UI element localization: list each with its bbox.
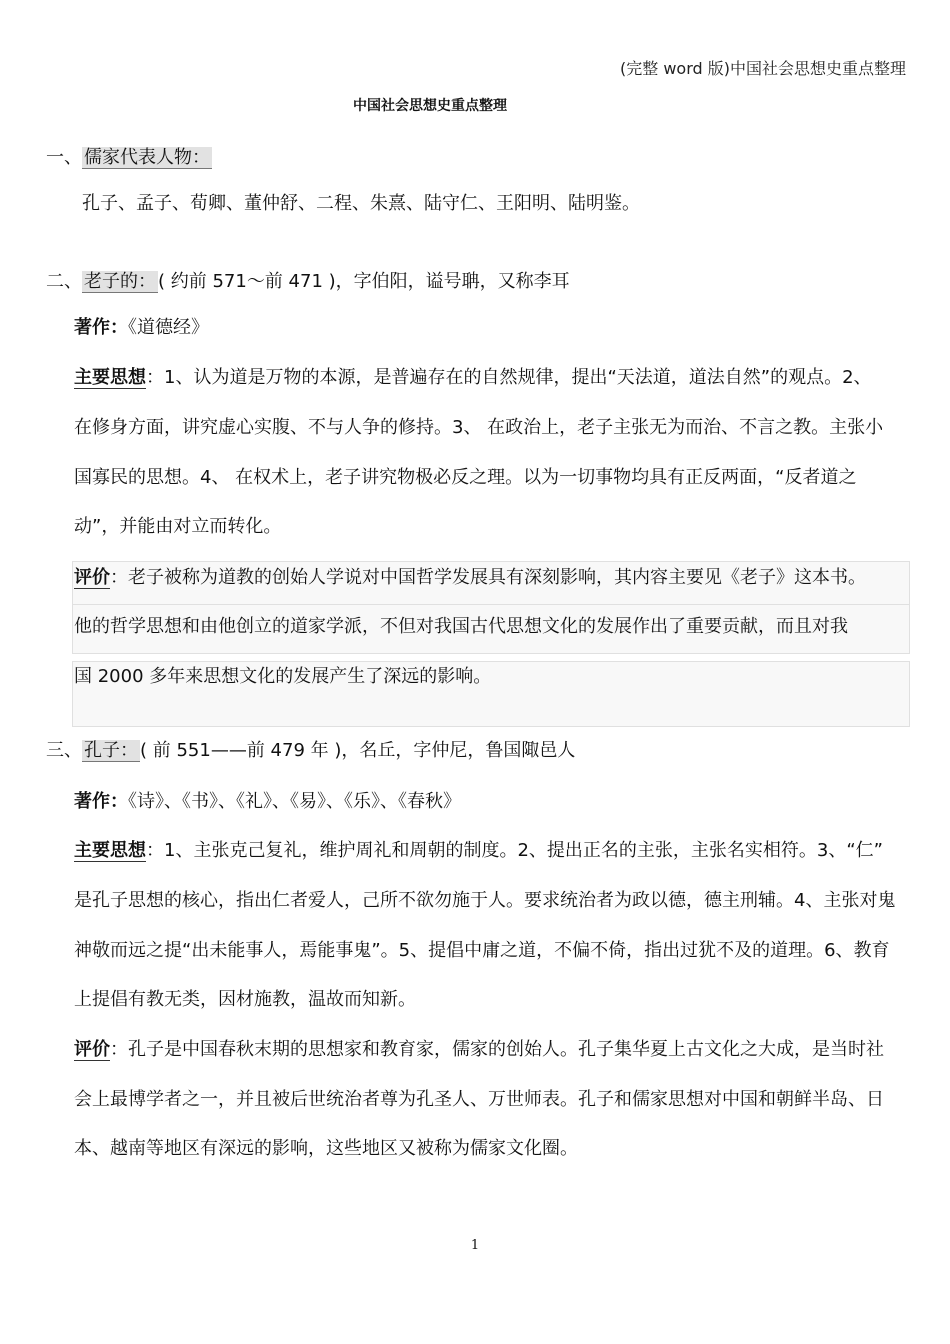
- section-1-number: 一、: [46, 147, 82, 168]
- section-2-eval-line-2: 他的哲学思想和由他创立的道家学派，不但对我国古代思想文化的发展作出了重要贡献，而且对我: [74, 616, 848, 637]
- section-1-heading: [46, 145, 212, 171]
- eval-text: ：老子被称为道教的创始人学说对中国哲学发展具有深刻影响，其内容主要见《老子》这本书。: [110, 567, 866, 588]
- section-3-thought-line-4: 上提倡有教无类，因材施教，温故而知新。: [74, 989, 416, 1010]
- section-2-thought-line-3: 国寡民的思想。4、 在权术上，老子讲究物极必反之理。以为一切事物均具有正反两面，“反者道之: [74, 467, 857, 488]
- section-2-eval-line-3: 国 2000 多年来思想文化的发展产生了深远的影响。: [74, 666, 492, 687]
- section-3-number: 三、: [46, 740, 82, 761]
- section-3-eval-line-1: [74, 1037, 884, 1063]
- running-header: (完整 word 版)中国社会思想史重点整理: [620, 59, 906, 78]
- section-3-title: 孔子：: [84, 740, 138, 761]
- document-title: 中国社会思想史重点整理: [353, 98, 507, 114]
- section-1-title: 儒家代表人物：: [84, 147, 210, 168]
- confucian-figures-list: 孔子、孟子、荀卿、董仲舒、二程、朱熹、陆守仁、王阳明、陆明鉴。: [82, 193, 640, 214]
- section-2-thought-line-2: 在修身方面，讲究虚心实腹、不与人争的修持。3、 在政治上，老子主张无为而治、不言之教。主张小: [74, 417, 884, 438]
- works-text: 《道德经》: [128, 317, 209, 338]
- section-2-intro: ( 约前 571～前 471 )，字伯阳，谥号聃，又称李耳: [158, 271, 570, 292]
- section-3-thought-line-2: 是孔子思想的核心，指出仁者爱人，己所不欲勿施于人。要求统治者为政以德，德主刑辅。4、主张对鬼: [74, 890, 896, 911]
- works-label: 著作：: [74, 317, 128, 338]
- section-3-intro: ( 前 551——前 479 年 )，名丘，字仲尼，鲁国陬邑人: [140, 740, 576, 761]
- thought-text: ：1、认为道是万物的本源，是普遍存在的自然规律，提出“天法道，道法自然”的观点。2、: [146, 367, 872, 388]
- section-2-thought-line-1: [74, 365, 872, 391]
- section-2-thought-line-4: 动”，并能由对立而转化。: [74, 516, 282, 537]
- section-2-works: [74, 315, 209, 341]
- thought-label: 主要思想: [74, 367, 146, 388]
- section-3-thought-line-1: [74, 838, 883, 864]
- section-2-heading: [46, 269, 570, 295]
- section-3-thought-line-3: 神敬而远之提“出未能事人，焉能事鬼”。5、提倡中庸之道，不偏不倚，指出过犹不及的道理。6、教育: [74, 940, 890, 961]
- eval-label: 评价: [74, 567, 110, 588]
- section-3-eval-line-3: 本、越南等地区有深远的影响，这些地区又被称为儒家文化圈。: [74, 1138, 578, 1159]
- works-label: 著作：: [74, 791, 128, 812]
- section-2-eval-line-1: [74, 565, 866, 591]
- section-3-eval-line-2: 会上最博学者之一，并且被后世统治者尊为孔圣人、万世师表。孔子和儒家思想对中国和朝鲜半岛、日: [74, 1089, 884, 1110]
- section-2-number: 二、: [46, 271, 82, 292]
- eval-label: 评价: [74, 1039, 110, 1060]
- section-3-heading: [46, 738, 575, 764]
- thought-label: 主要思想: [74, 840, 146, 861]
- page-number: 1: [470, 1238, 480, 1253]
- section-3-works: [74, 789, 461, 815]
- section-2-title: 老子的：: [84, 271, 156, 292]
- thought-text: ：1、主张克己复礼，维护周礼和周朝的制度。2、提出正名的主张，主张名实相符。3、“仁”: [146, 840, 884, 861]
- eval-text: ：孔子是中国春秋末期的思想家和教育家，儒家的创始人。孔子集华夏上古文化之大成，是当时社: [110, 1039, 884, 1060]
- works-text: 《诗》、《书》、《礼》、《易》、《乐》、《春秋》: [128, 791, 461, 812]
